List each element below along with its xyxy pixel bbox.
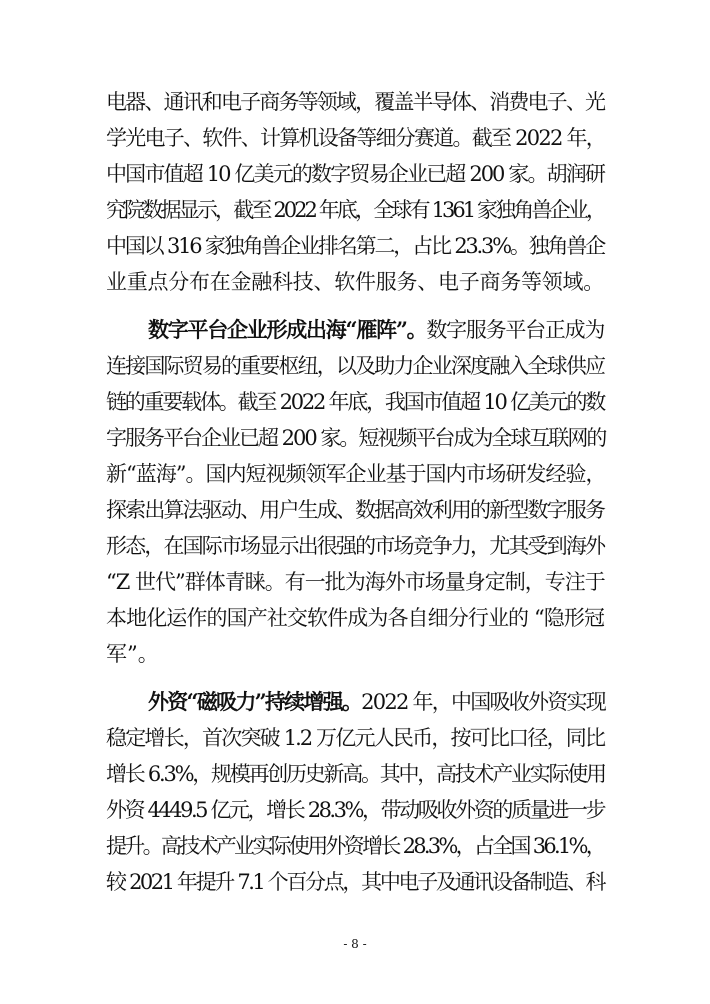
paragraph-2-line: 军”。 [106,642,159,666]
paragraph-3-first-line [106,684,604,720]
paragraph-2-line: 字服务平台企业已超 200 家。短视频平台成为全球互联网的 [106,426,606,450]
paragraph-2-first-line-text: 数字服务平台正成为 [426,318,605,342]
paragraph-2-line: 探索出算法驱动、用户生成、数据高效利用的新型数字服务 [106,498,604,522]
paragraph-2-line: 链的重要载体。截至 2022 年底，我国市值超 10 亿美元的数 [106,390,604,414]
paragraph-2-heading: 数字平台企业形成出海“雁阵”。 [148,317,427,342]
paragraph-2-first-line [106,312,604,348]
paragraph-3-line: 提升。高技术产业实际使用外资增长 28.3%，占全国 36.1%， [106,834,604,858]
paragraph-1-line: 中国市值超 10 亿美元的数字贸易企业已超 200 家。胡润研 [106,162,604,186]
paragraph-1-line: 学光电子、软件、计算机设备等细分赛道。截至 2022 年， [106,126,606,150]
paragraph-1-line: 业重点分布在金融科技、软件服务、电子商务等领域。 [106,270,604,294]
page-number: - 8 - [343,937,367,951]
paragraph-2-line: 本地化运作的国产社交软件成为各自细分行业的 “隐形冠 [106,606,604,630]
paragraph-3-heading: 外资“磁吸力”持续增强。 [148,689,362,714]
paragraph-3-line: 外资 4449.5 亿元，增长 28.3%，带动吸收外资的质量进一步 [106,798,604,822]
paragraph-3-first-line-text: 2022 年，中国吸收外资实现 [361,690,606,714]
paragraph-2-line: 形态，在国际市场显示出很强的市场竞争力，尤其受到海外 [106,534,604,558]
paragraph-3-line: 较 2021 年提升 7.1 个百分点，其中电子及通讯设备制造、科 [106,870,604,894]
paragraph-3-line: 稳定增长，首次突破 1.2 万亿元人民币，按可比口径，同比 [106,726,604,750]
paragraph-1-line: 究院数据显示，截至 2022 年底，全球有 1361 家独角兽企业， [106,198,604,222]
paragraph-1-line: 中国以 316 家独角兽企业排名第二，占比 23.3%。独角兽企 [106,234,604,258]
paragraph-2-line: 新“蓝海”。国内短视频领军企业基于国内市场研发经验， [106,462,606,486]
paragraph-1-line: 电器、通讯和电子商务等领域，覆盖半导体、消费电子、光 [106,90,604,114]
paragraph-2-line: “Z 世代”群体青睐。有一批为海外市场量身定制，专注于 [106,570,605,594]
paragraph-2-line: 连接国际贸易的重要枢纽，以及助力企业深度融入全球供应 [106,354,604,378]
paragraph-3-line: 增长 6.3%，规模再创历史新高。其中，高技术产业实际使用 [106,762,605,786]
